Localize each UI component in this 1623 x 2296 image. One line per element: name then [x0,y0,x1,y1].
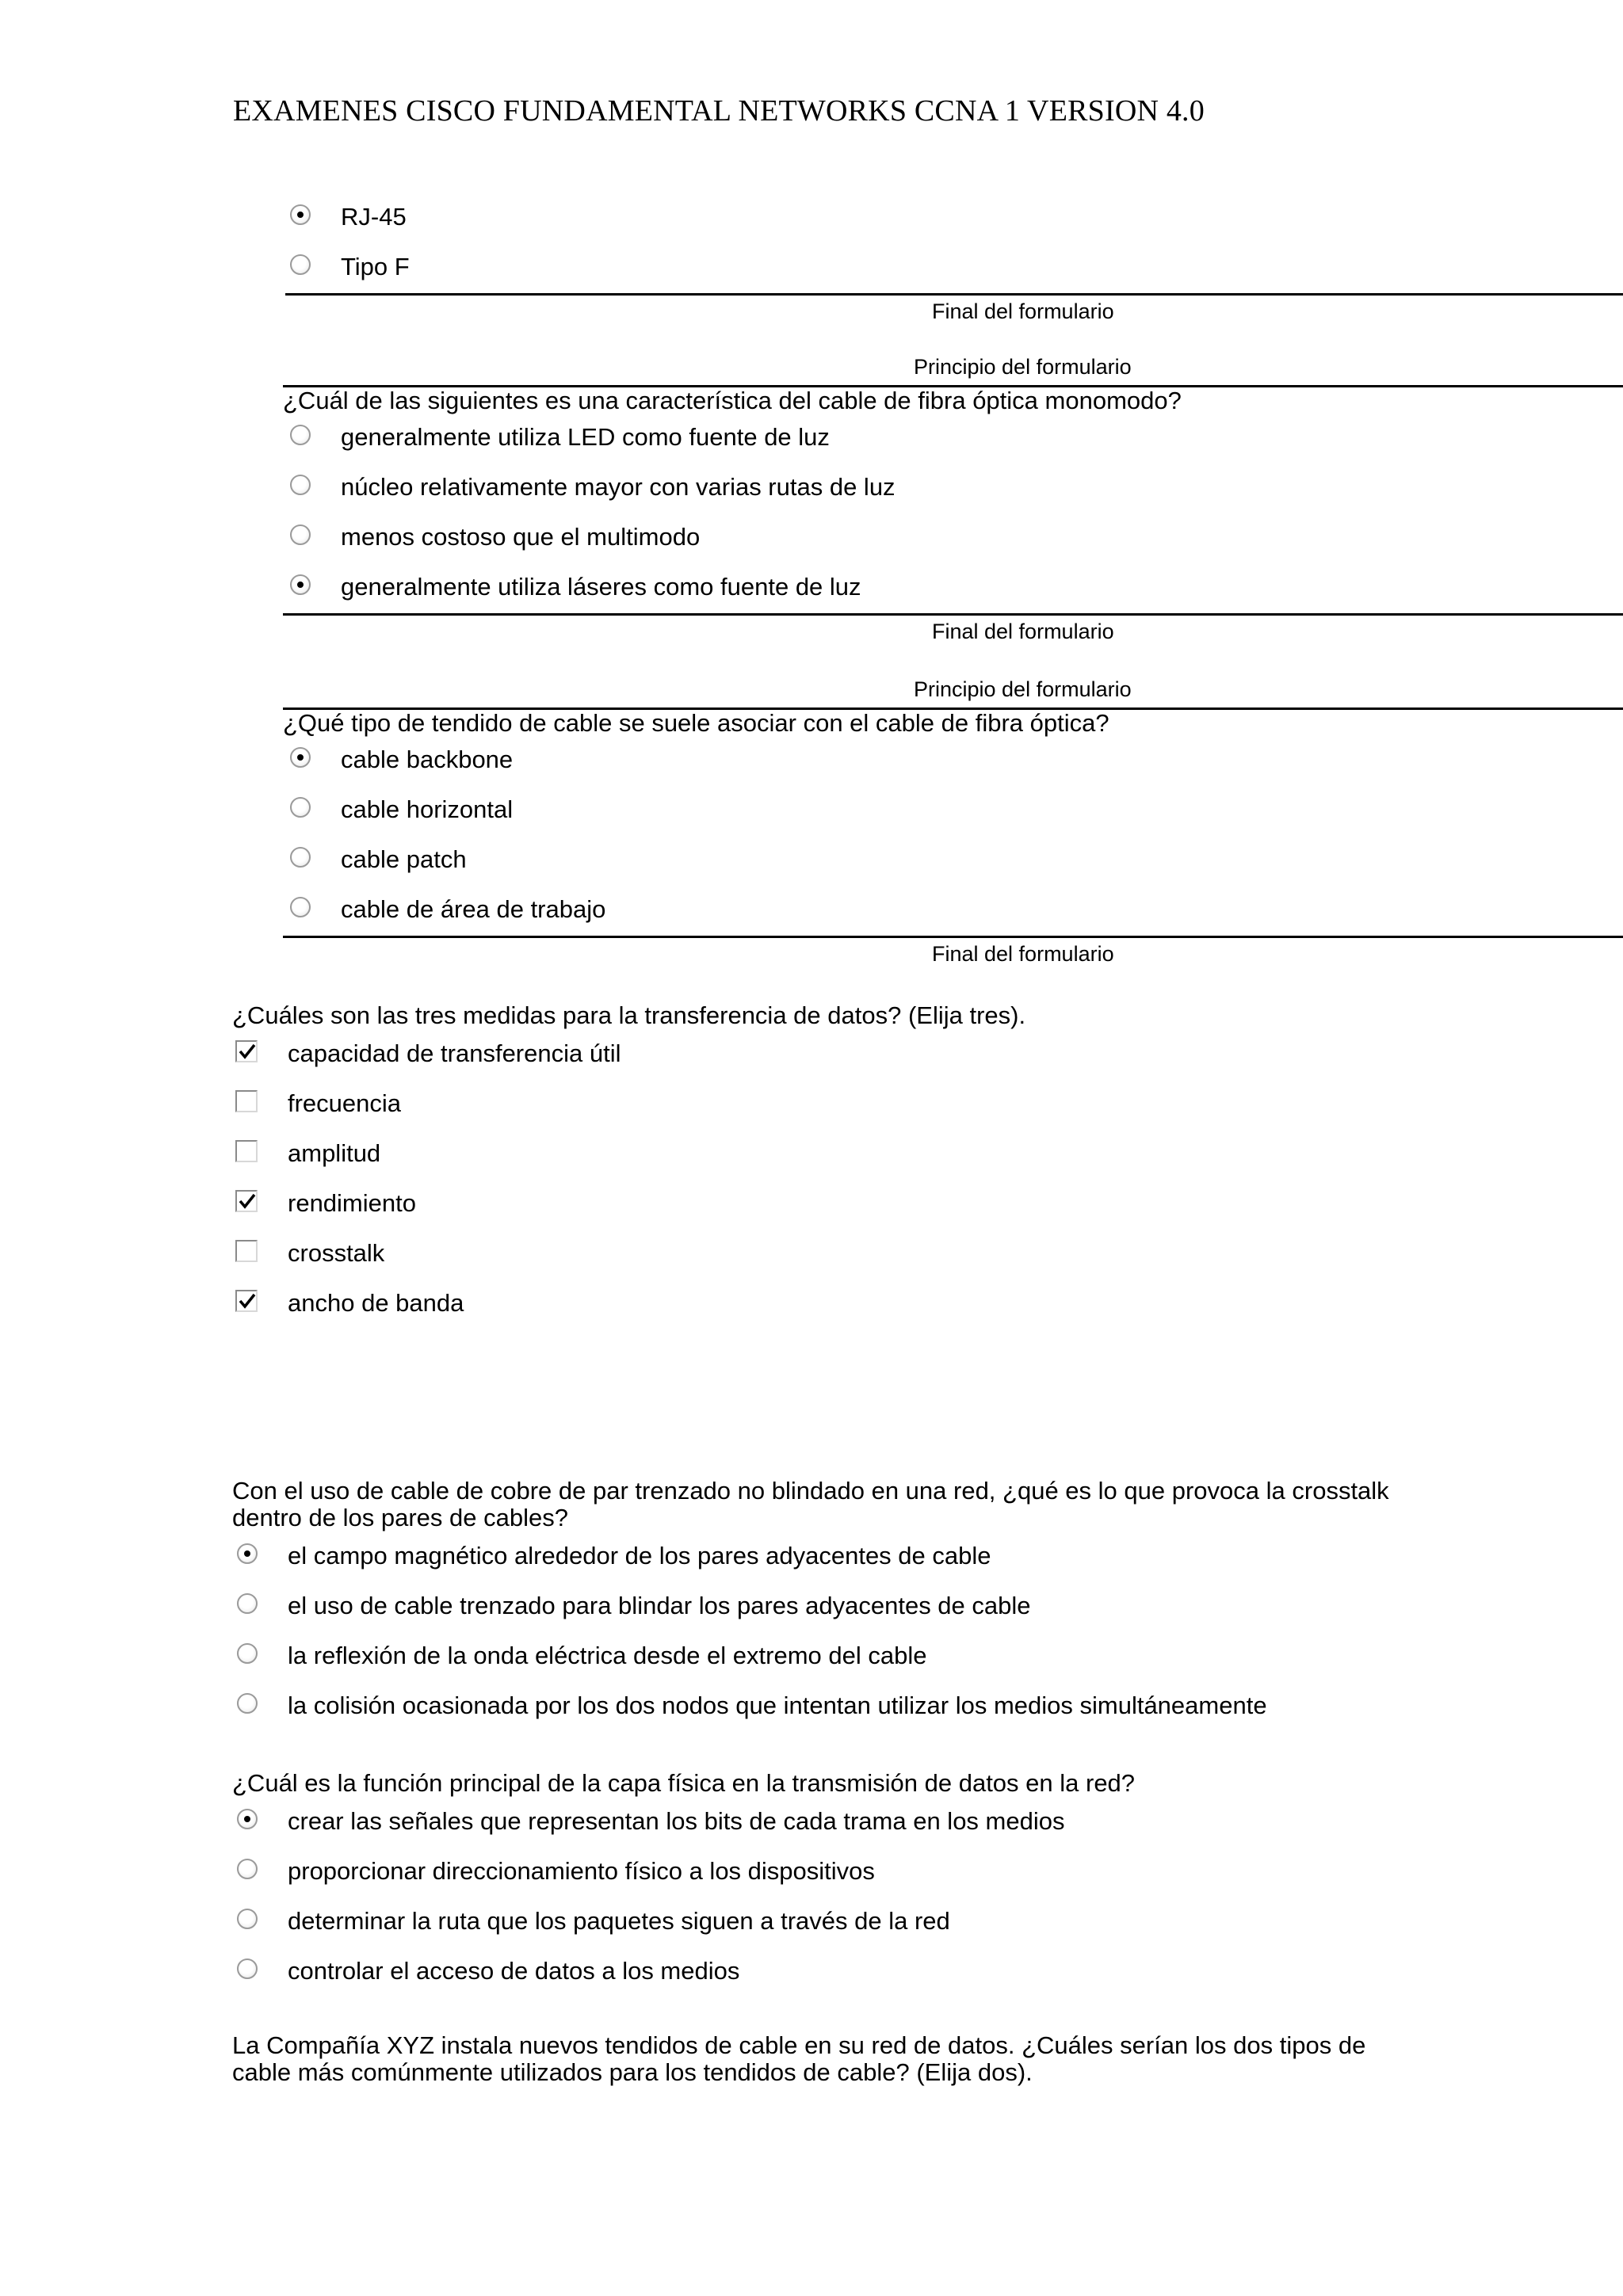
checkbox[interactable] [235,1290,258,1312]
radio-button[interactable] [290,574,311,595]
option-label: capacidad de transferencia útil [288,1039,621,1067]
question-text-line-1: La Compañía XYZ instala nuevos tendidos de cable en su red de datos. ¿Cuáles serían los dos tipos de [232,2031,1366,2059]
option-label: la colisión ocasionada por los dos nodos que intentan utilizar los medios simultáneamente [288,1691,1267,1719]
question-text-line-1: Con el uso de cable de cobre de par trenzado no blindado en una red, ¿qué es lo que provoca la crosstalk [232,1477,1389,1505]
form-divider [285,293,1623,296]
form-block-1 [285,198,1623,325]
question-text: ¿Cuáles son las tres medidas para la transferencia de datos? (Elija tres). [232,1001,1026,1029]
option-label: el campo magnético alrededor de los pares adyacentes de cable [288,1542,991,1569]
checkmark-icon [238,1291,257,1310]
form-divider [283,936,1623,938]
radio-button[interactable] [237,1543,258,1564]
checkmark-icon [238,1042,257,1061]
radio-button[interactable] [290,797,311,818]
option-label: la reflexión de la onda eléctrica desde el extremo del cable [288,1642,927,1669]
question-text-line-2: cable más comúnmente utilizados para los tendidos de cable? (Elija dos). [232,2058,1033,2086]
form-divider [283,613,1623,616]
question-text-line-2: dentro de los pares de cables? [232,1504,568,1531]
question-text: ¿Cuál de las siguientes es una característica del cable de fibra óptica monomodo? [283,387,1182,414]
option-label: RJ-45 [341,203,407,231]
option-label: rendimiento [288,1189,416,1217]
radio-button[interactable] [237,1909,258,1929]
radio-button[interactable] [290,204,311,225]
radio-button[interactable] [290,425,311,445]
option-label: ancho de banda [288,1289,464,1317]
radio-button[interactable] [290,524,311,545]
page-title: EXAMENES CISCO FUNDAMENTAL NETWORKS CCNA 1 VERSION 4.0 [233,94,1205,128]
option-label: crosstalk [288,1239,385,1267]
option-label: determinar la ruta que los paquetes siguen a través de la red [288,1907,950,1935]
option-label: cable backbone [341,746,514,773]
radio-button[interactable] [290,847,311,868]
option-label: proporcionar direccionamiento físico a los dispositivos [288,1857,875,1885]
form-start-caption: Principio del formulario [914,355,1132,379]
option-label: Tipo F [341,253,410,280]
option-label: cable de área de trabajo [341,895,606,923]
option-label: frecuencia [288,1089,402,1117]
form-block-3 [283,677,1623,971]
option-label: generalmente utiliza LED como fuente de luz [341,423,830,451]
question-block-3 [232,1001,1500,1334]
form-end-caption: Final del formulario [932,299,1114,323]
radio-button[interactable] [237,1593,258,1614]
form-end-caption: Final del formulario [932,942,1114,966]
radio-button[interactable] [237,1809,258,1829]
radio-button[interactable] [237,1693,258,1714]
checkmark-icon [238,1192,257,1211]
checkbox[interactable] [235,1190,258,1212]
checkbox[interactable] [235,1140,258,1162]
checkbox[interactable] [235,1090,258,1112]
option-label: cable patch [341,845,467,873]
checkbox[interactable] [235,1240,258,1262]
option-label: núcleo relativamente mayor con varias rutas de luz [341,473,896,501]
form-start-caption: Principio del formulario [914,677,1132,701]
option-label: amplitud [288,1139,381,1167]
radio-button[interactable] [237,1643,258,1664]
checkbox[interactable] [235,1040,258,1062]
radio-button[interactable] [237,1958,258,1979]
radio-button[interactable] [290,897,311,917]
option-label: crear las señales que representan los bits de cada trama en los medios [288,1807,1065,1835]
radio-button[interactable] [237,1859,258,1879]
option-label: controlar el acceso de datos a los medios [288,1957,740,1985]
radio-button[interactable] [290,254,311,275]
option-label: generalmente utiliza láseres como fuente de luz [341,573,861,601]
radio-button[interactable] [290,475,311,495]
question-text: ¿Qué tipo de tendido de cable se suele asociar con el cable de fibra óptica? [283,709,1109,737]
question-text: ¿Cuál es la función principal de la capa física en la transmisión de datos en la red? [232,1769,1136,1797]
radio-button[interactable] [290,747,311,768]
form-end-caption: Final del formulario [932,620,1114,643]
option-label: el uso de cable trenzado para blindar los pares adyacentes de cable [288,1592,1031,1619]
option-label: menos costoso que el multimodo [341,523,701,551]
option-label: cable horizontal [341,795,514,823]
form-block-2 [283,355,1623,648]
question-block-6 [232,2031,1500,2095]
question-block-4 [232,1477,1500,1730]
question-block-5 [232,1769,1500,2007]
